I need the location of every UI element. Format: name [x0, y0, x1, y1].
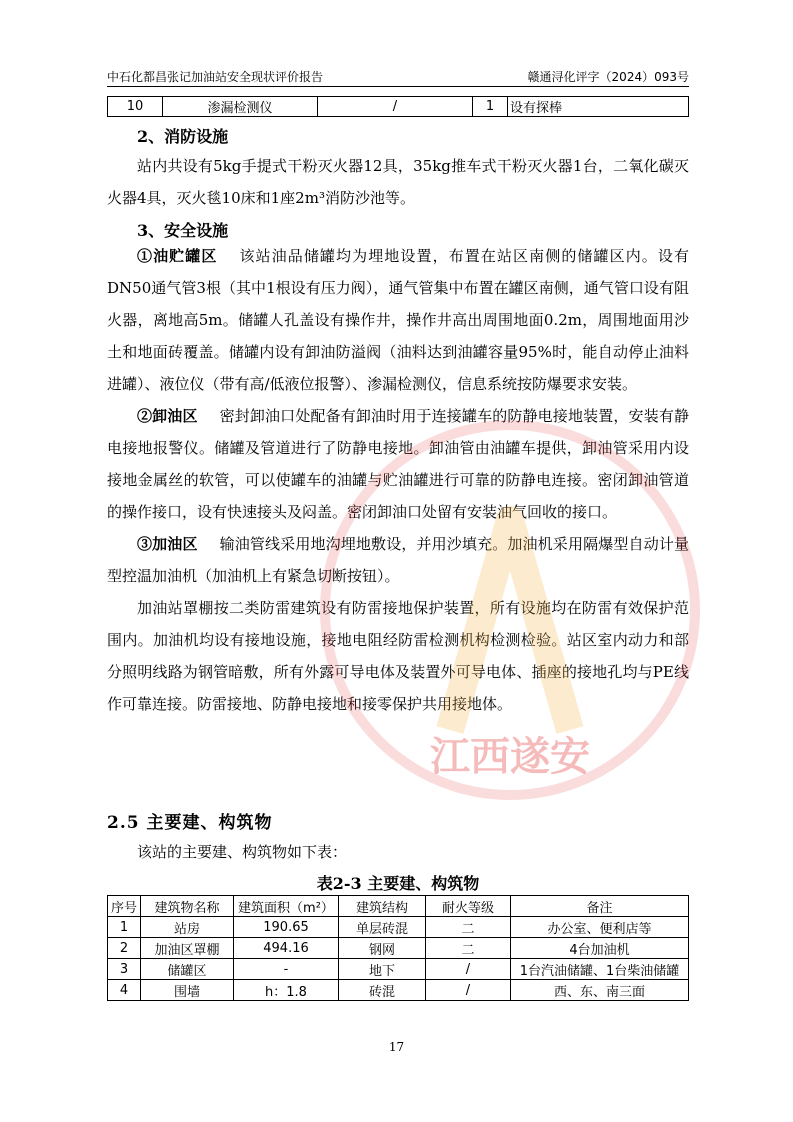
cell: 加油区罩棚: [141, 938, 234, 959]
cell: /: [426, 959, 511, 980]
cell: 二: [426, 938, 511, 959]
cell: 西、东、南三面: [511, 980, 689, 1001]
safety-heading: 3、安全设施: [137, 221, 229, 240]
section-heading: 2.5 主要建、构筑物: [107, 813, 273, 833]
fire-heading: 2、消防设施: [137, 127, 229, 146]
col-fire-rating: 耐火等级: [426, 896, 511, 917]
fuel-title: ③加油区: [137, 535, 198, 553]
cell: 二: [426, 917, 511, 938]
row-no: 10: [108, 97, 163, 117]
section-intro: 该站的主要建、构筑物如下表：: [137, 843, 348, 861]
tank-text: 该站油品储罐均为埋地设置，布置在站区南侧的储罐区内。设有DN50通气管3根（其中1根设有压力阀），通气管集中布置在罐区南侧，通气管口设有阻火器，离地高5m。储罐人孔盖设有操作井，操作井高出周围地面0.2m，周围地面用沙土和地面砖覆盖。储罐内设有卸油防溢阀（油料达到油罐容量95%时，能自动停止油料进罐）、液位仪（带有高/低液位报警）、渗漏检测仪，信息系统按防爆要求安装。: [107, 247, 689, 393]
cell: 砖混: [339, 980, 426, 1001]
table-caption: 表2-3 主要建、构筑物: [316, 874, 480, 893]
cell: 单层砖混: [339, 917, 426, 938]
cell: 钢网: [339, 938, 426, 959]
cell: 储罐区: [141, 959, 234, 980]
fuel-text: 输油管线采用地沟埋地敷设，并用沙填充。加油机采用隔爆型自动计量型控温加油机（加油机上有紧急切断按钮）。: [107, 535, 689, 585]
unload-text: 密封卸油口处配备有卸油时用于连接罐车的防静电接地装置，安装有静电接地报警仪。储罐及管道进行了防静电接地。卸油管由油罐车提供，卸油管采用内设接地金属丝的软管，可以使罐车的油罐与贮油罐进行可靠的防静电连接。密闭卸油管道的操作接口，设有快速接头及闷盖。密闭卸油口处留有安装油气回收的接口。: [107, 407, 689, 521]
cell: 站房: [141, 917, 234, 938]
tank-title: ①油贮罐区: [137, 247, 218, 265]
report-title: 中石化都昌张记加油站安全现状评价报告: [107, 70, 324, 84]
watermark-text: 江西遂安: [430, 734, 590, 780]
section-intro-wrap: [107, 836, 689, 868]
cell: 2: [108, 938, 141, 959]
cell: -: [234, 959, 339, 980]
report-number: 赣通浔化评字（2024）093号: [527, 70, 689, 84]
cell: 190.65: [234, 917, 339, 938]
row-note: 设有探棒: [508, 97, 689, 117]
row-name: 渗漏检测仪: [163, 97, 318, 117]
cell: 3: [108, 959, 141, 980]
fire-paragraph: [107, 150, 689, 214]
page-header: [107, 66, 689, 87]
equipment-table-fragment: [107, 96, 689, 117]
cell: 4: [108, 980, 141, 1001]
safety-closing: 加油站罩棚按二类防雷建筑设有防雷接地保护装置，所有设施均在防雷有效保护范围内。加油机均设有接地设施，接地电阻经防雷检测机构检测检验。站区室内动力和部分照明线路为钢管暗敷，所有外露可导电体及装置外可导电体、插座的接地孔均与PE线作可靠连接。防雷接地、防静电接地和接零保护共用接地体。: [107, 599, 689, 713]
col-no: 序号: [108, 896, 141, 917]
row-qty: 1: [473, 97, 508, 117]
table-header-row: [108, 896, 689, 917]
table-row: [108, 938, 689, 959]
cell: 围墙: [141, 980, 234, 1001]
col-note: 备注: [511, 896, 689, 917]
safety-paragraphs: [107, 240, 689, 720]
unload-title: ②卸油区: [137, 407, 198, 425]
table-row: [108, 980, 689, 1001]
cell: 494.16: [234, 938, 339, 959]
table-row: [108, 97, 689, 117]
cell: 办公室、便利店等: [511, 917, 689, 938]
col-structure: 建筑结构: [339, 896, 426, 917]
col-name: 建筑物名称: [141, 896, 234, 917]
cell: 1台汽油储罐、1台柴油储罐: [511, 959, 689, 980]
safety-item-tank: [107, 240, 689, 400]
row-spec: /: [318, 97, 473, 117]
cell: 4台加油机: [511, 938, 689, 959]
buildings-table: [107, 895, 689, 1001]
cell: 地下: [339, 959, 426, 980]
safety-item-fuel: [107, 528, 689, 592]
col-area: 建筑面积（m²）: [234, 896, 339, 917]
table-row: [108, 959, 689, 980]
cell: /: [426, 980, 511, 1001]
safety-item-unload: [107, 400, 689, 528]
page-number: 17: [388, 1040, 405, 1054]
cell: 1: [108, 917, 141, 938]
table-row: [108, 917, 689, 938]
cell: h：1.8: [234, 980, 339, 1001]
fire-text: 站内共设有5kg手提式干粉灭火器12具，35kg推车式干粉灭火器1台，二氧化碳灭火器4具，灭火毯10床和1座2m³消防沙池等。: [107, 157, 689, 207]
